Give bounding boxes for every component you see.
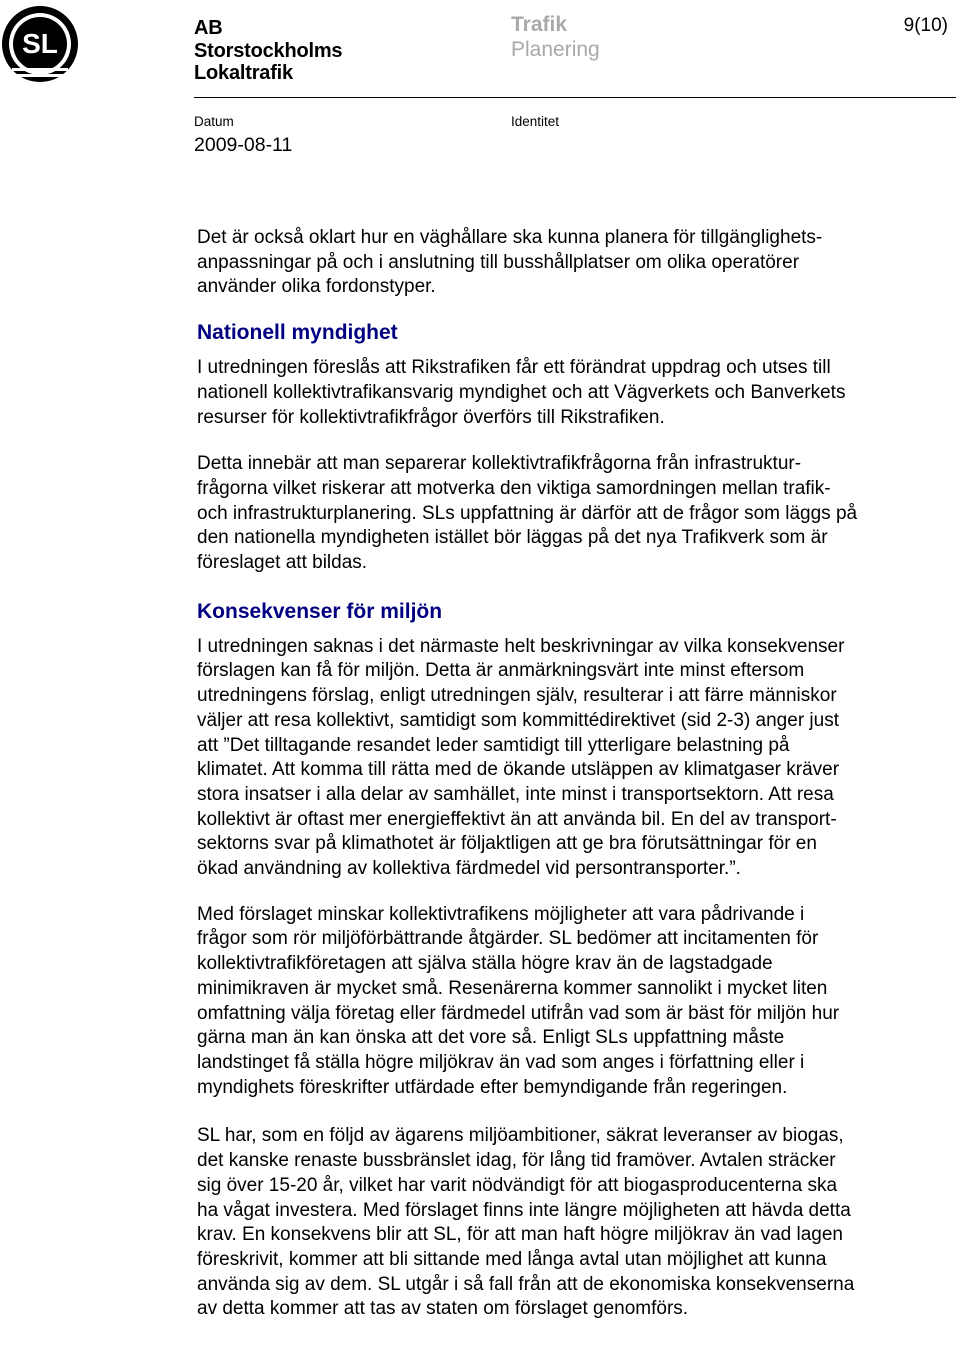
org-name-line: Storstockholms xyxy=(194,39,343,62)
org-name-line: AB xyxy=(194,17,223,39)
date-value: 2009-08-11 xyxy=(194,134,293,156)
paragraph: I utredningen saknas i det närmaste helt beskrivningar av vilka konsekvenser förslagen kan få för miljön. Detta är anmärkningsvärt inte minst eftersom utredningens förslag, enligt utredningen själv, resulterar i att färre människor väljer att resa kollektivt, samtidigt som kommittédirektivet (sid 2-3) anger just att ”Det tilltagande resandet leder samtidigt till ytterligare belastning på klimatet. Att komma till rätta med de ökande utsläppen av klimatgaser kräver stora insatser i alla delar av samhället, inte minst i transportsektorn. Att resa kollektivt är oftast mer energieffektivt än att använda bil. En del av transport- sektorns svar på klimathotet är följaktligen att ge bra förutsättningar för en ökad användning av kollektiva färdmedel vid persontransporter.”. xyxy=(197,635,845,880)
svg-text:SL: SL xyxy=(22,28,58,59)
sl-logo-icon xyxy=(0,4,80,84)
intro-paragraph: Det är också oklart hur en väghållare ska kunna planera för tillgänglighets- anpassningar på och i anslutning till busshållplatser om olika operatörer använder olika fordonstyper. xyxy=(197,227,823,298)
document-title-text: Trafik xyxy=(511,13,568,36)
document-title xyxy=(511,12,567,37)
section-heading-environmental-consequences: Konsekvenser för miljön xyxy=(197,599,443,623)
document-body xyxy=(197,226,957,1322)
paragraph: Med förslaget minskar kollektivtrafikens möjligheter att vara pådrivande i frågor som rör miljöförbättrande åtgärder. SL bedömer att incitamenten för kollektivtrafikföretagen att själva ställa högre krav än de lagstadgade minimikraven är mycket små. Resenärerna kommer sannolikt i mycket liten omfattning välja företag eller färdmedel utifrån vad som är bäst för miljön hur gärna man än kan önska att det vore så. Enligt SLs uppfattning måste landstinget få ställa högre miljökrav än vad som anges i författning eller i myndighets föreskrifter utfärdade efter bemyndigande från regeringen. xyxy=(197,903,840,1098)
date-label: Datum xyxy=(194,114,234,129)
section-heading-national-authority: Nationell myndighet xyxy=(197,321,398,345)
header-divider xyxy=(194,97,956,98)
document-subtitle: Planering xyxy=(511,38,600,61)
paragraph: SL har, som en följd av ägarens miljöambitioner, säkrat leveranser av biogas, det kanske renaste bussbränslet idag, för lång tid framöver. Avtalen sträcker sig över 15-20 år, vilket har varit nödvändigt för att biogasproducenterna ska ha vågat investera. Med förslaget finns inte längre möjligheten att hävda detta krav. En konsekvens blir att SL, för att man haft högre miljökrav än vad lagen föreskrivit, kommer att bli sittande med långa avtal utan möjlighet att kunna använda sig av dem. SL utgår i så fall från att de ekonomiska konsekvenserna av detta kommer att tas av staten om förslaget genomförs. xyxy=(197,1125,855,1320)
paragraph: Detta innebär att man separerar kollektivtrafikfrågorna från infrastruktur- frågorna vilket riskerar att motverka den viktiga samordningen mellan trafik- och infrastrukturplanering. SLs uppfattning är därför att de frågor som läggs på den nationella myndigheten istället bör läggas på det nya Trafikverk som är föreslaget att bildas. xyxy=(197,453,858,574)
organization-name xyxy=(194,17,342,85)
paragraph: I utredningen föreslås att Rikstrafiken får ett förändrat uppdrag och utses till nationell kollektivtrafikansvarig myndighet och att Vägverkets och Banverkets resurser för kollektivtrafikfrågor överförs till Rikstrafiken. xyxy=(197,357,846,428)
org-name-line: Lokaltrafik xyxy=(194,62,293,84)
identity-label: Identitet xyxy=(511,114,560,129)
page-number: 9(10) xyxy=(903,15,948,36)
